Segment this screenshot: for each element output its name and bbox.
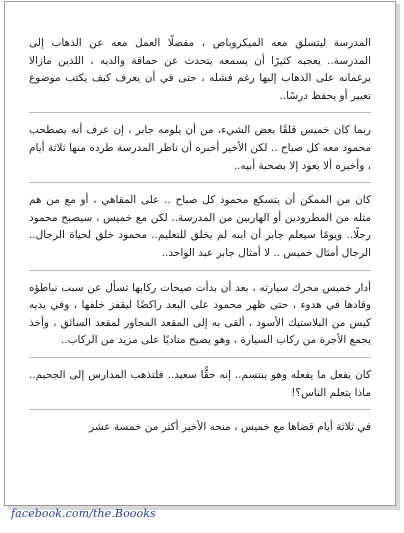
paragraph: ربما كان خميس قلقًا بعض الشيء، من أن يلومه جابر ، إن عرف أنه يصطحب محمود معه كل صباح .. لكن الأخير أخبره أن ناظر المدرسة طرده منها ثلاثة أيام ، وأخبره ألا يعود إلا بصحبة أبيه..: [29, 124, 371, 172]
paragraph-divider: [29, 182, 371, 183]
paragraph-divider: [29, 270, 371, 271]
paragraph: كان يفعل ما يفعله وهو يبتسم.. إنه حقًّا سعيد.. فلتذهب المدارس إلى الجحيم.. ماذا يتعلم الناس؟!: [29, 368, 371, 399]
facebook-link[interactable]: facebook.com/the.Boooks: [11, 507, 156, 520]
paragraph-divider: [29, 112, 371, 113]
paragraph-divider: [29, 357, 371, 358]
book-page: [4, 1, 396, 506]
paragraph: المدرسة ليتسلق معه الميكروباص ، مفضلًا العمل معه عن الذهاب إلى المدرسة.. يعجبه كثيرًا أن يسمعه يتحدث عن حماقة والديه ، اللذين مازالا يرغمانه على الذهاب إليها رغم فشله ، حتى في أن يعرف كيف يكتب موضوع تعبير أو يحفظ درسًا..: [29, 37, 371, 102]
paragraph: في ثلاثة أيام قضاها مع خميس ، منحه الأخير أكثر من خمسة عشر: [89, 421, 371, 434]
paragraph: أدار خميس محرك سيارته ، بعد أن بدأت صيحات ركابها تسأل عن سبب تباطؤه وقادها في هدوء ، حتى ظهر محمود على البعد راكضًا ليقفز خلفها ، وفي يديه كيس من البلاستيك الأسود ، ألقى به إلى المقعد المجاور لمقعد السائق ، وأخذ يجمع الأجرة من ركاب السيارة ، وهو يصيح مناديًا على مزيد من الركاب..: [29, 281, 371, 347]
paragraph: كان من الممكن أن يتسكع محمود كل صباح .. على المقاهي ، أو مع من هم مثله من المطرودين أو الهاربين من المدرسة.. لكن مع خميس ، سيصبح محمود رجلًا.. ويومًا سيعلم جابر أن ابنه لم يخلق للتعليم.. محمود خلق لحياة الرجال.. الرجال أمثال خميس .. لا أمثال جابر عبد الواحد..: [29, 194, 371, 259]
page-text: [29, 35, 371, 444]
paragraph-divider: [29, 409, 371, 410]
